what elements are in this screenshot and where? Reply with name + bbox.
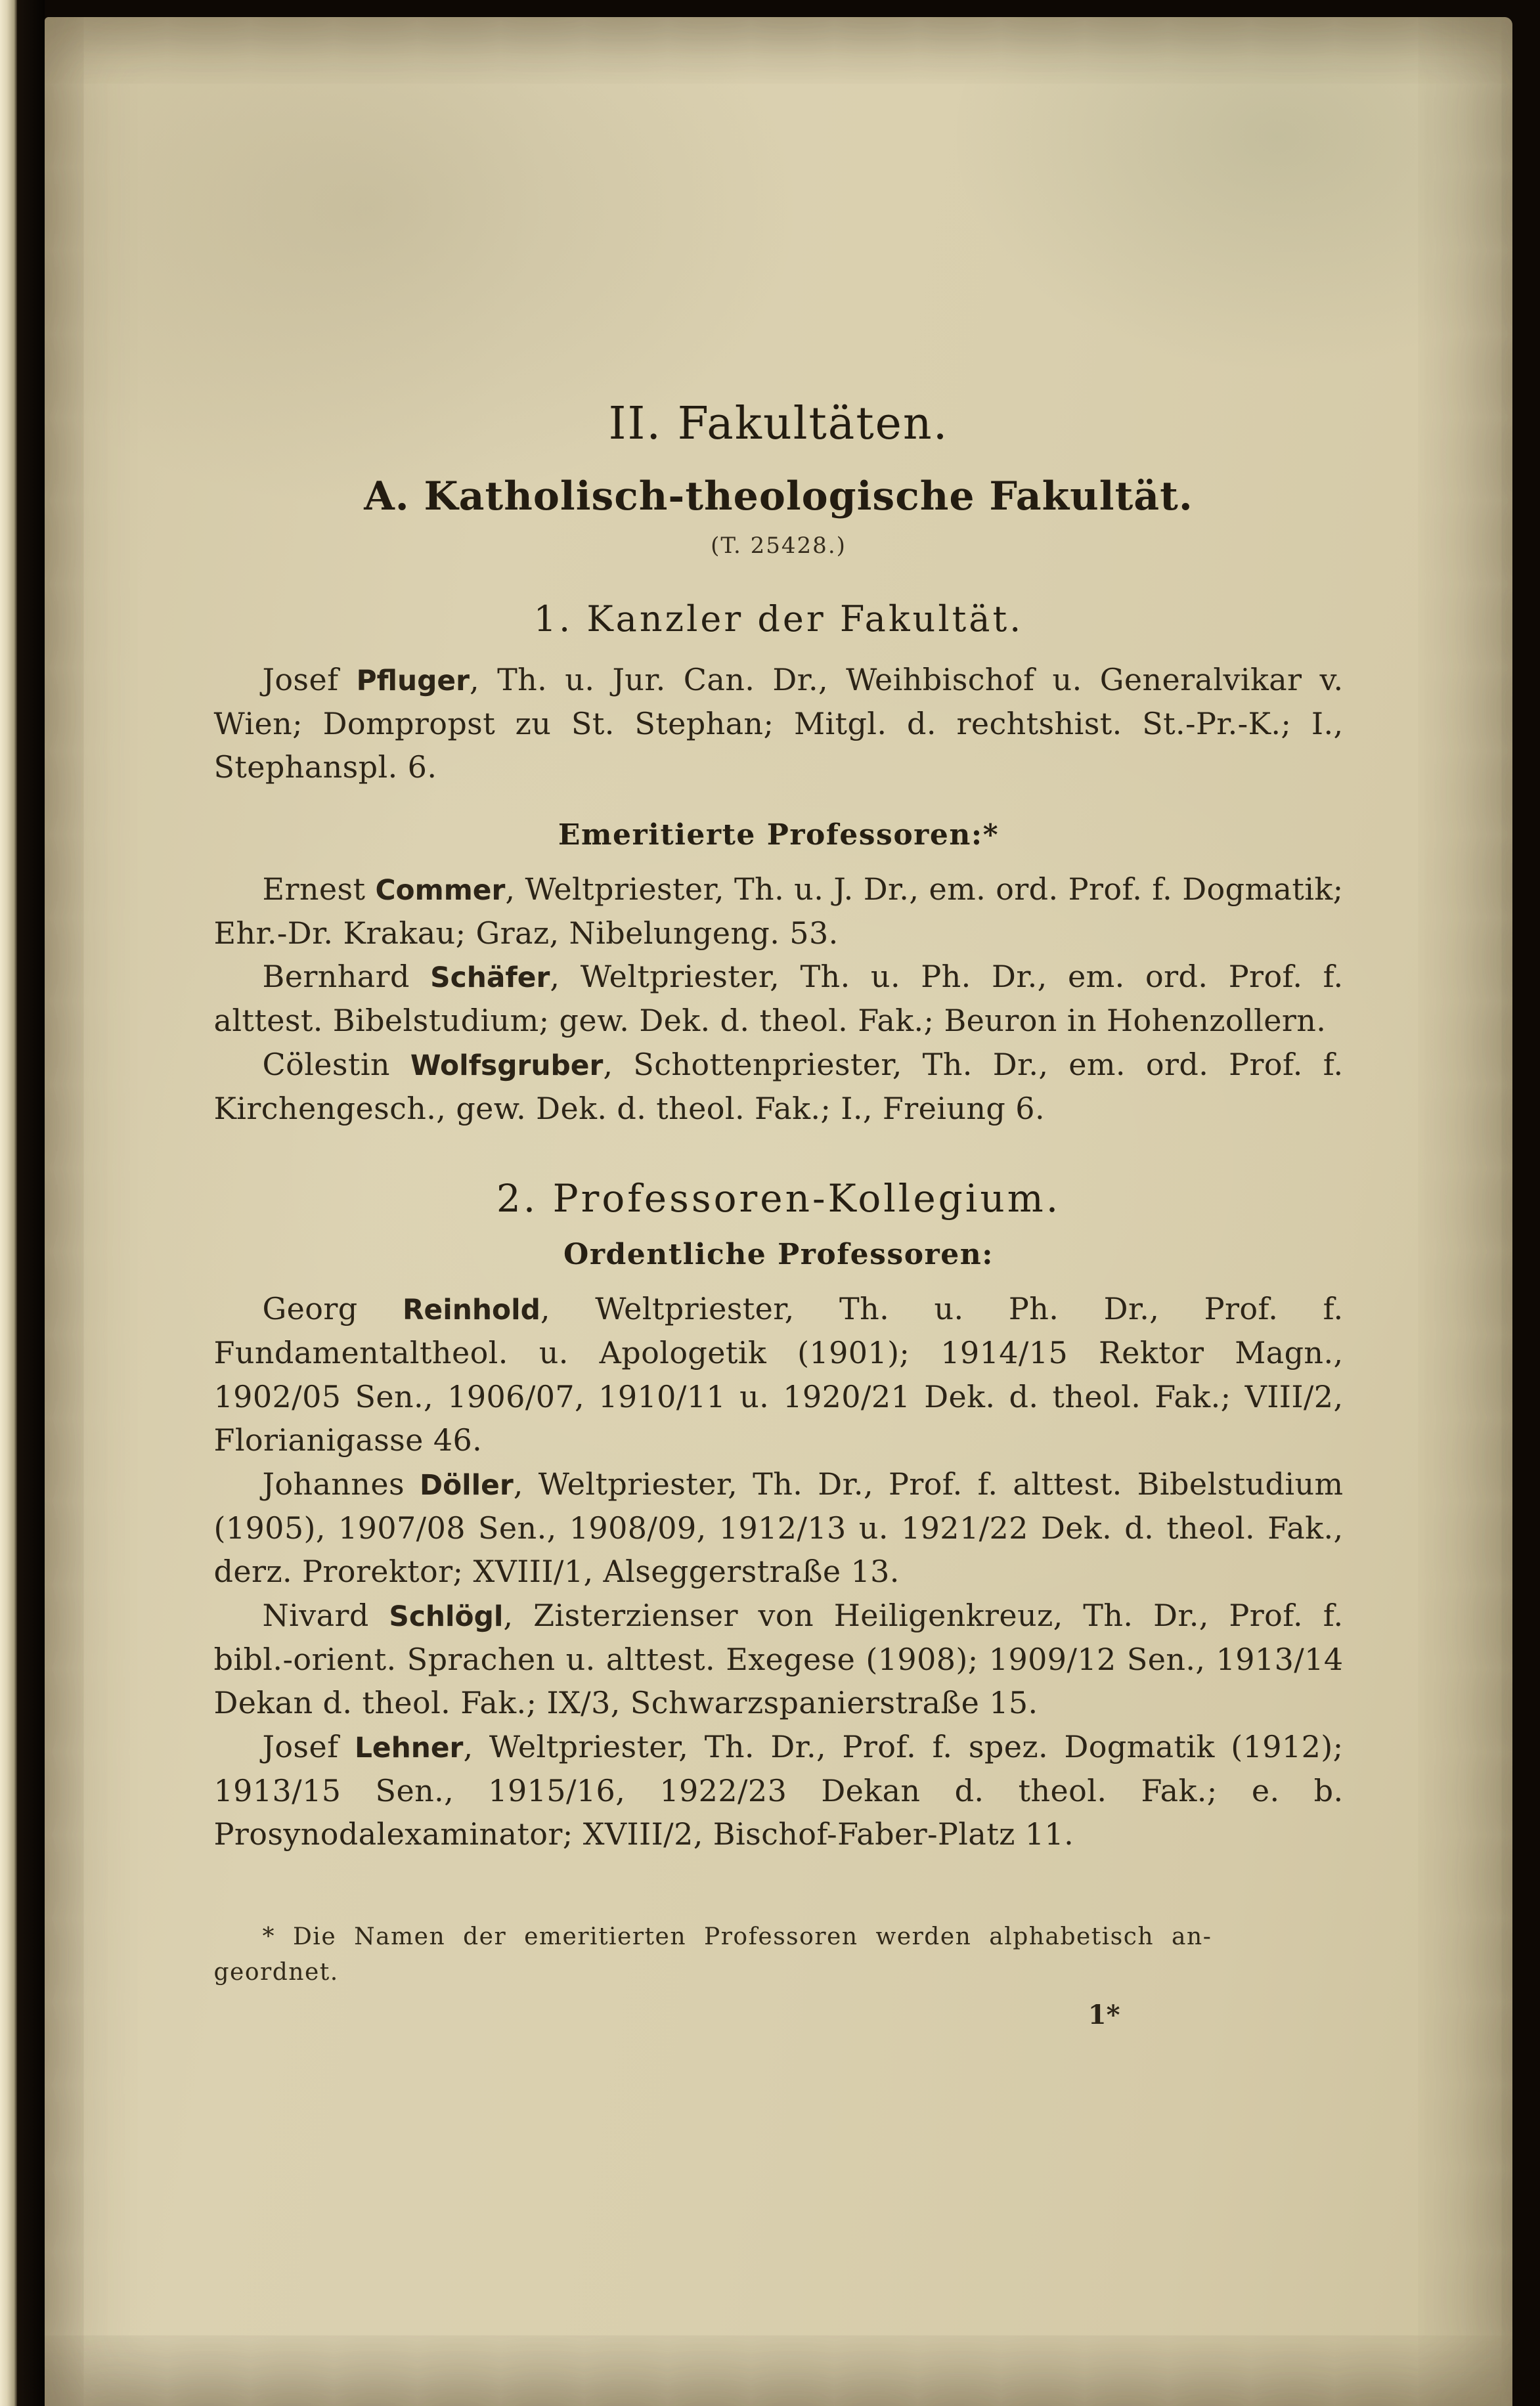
professor-details: , Weltpriester, Th. u. J. Dr., em. ord. Prof. f. Dogmatik; Ehr.-Dr. Krakau; Graz, Nibelungeng. 53.: [213, 871, 1344, 951]
page-content: [214, 17, 1344, 2030]
faculty-heading: A. Katholisch-theologische Fakultät.: [364, 473, 1193, 519]
professor-entry: [214, 1043, 1344, 1130]
binding-shadow: [17, 0, 45, 2406]
page-title: II. Fakultäten.: [608, 398, 949, 450]
professor-forename: Georg: [262, 1291, 403, 1327]
professor-forename: Nivard: [262, 1598, 389, 1633]
professor-details: , Zisterzienser von Heiligenkreuz, Th. Dr., Prof. f. bibl.-orient. Sprachen u. alttest. Exegese (1908); 1909/12 Sen., 1913/14 Dekan d. theol. Fak.; IX/3, Schwarzspanierstraße 15.: [213, 1598, 1344, 1721]
telephone-number: (T. 25428.): [711, 533, 847, 559]
footnote-line-2: geordnet.: [213, 1959, 339, 1986]
professor-surname: Reinhold: [402, 1294, 540, 1326]
professor-surname: Lehner: [354, 1732, 464, 1764]
book-page-edge: [0, 0, 17, 2406]
professor-forename: Johannes: [262, 1466, 420, 1502]
professor-forename: Josef: [262, 662, 357, 697]
ordentliche-heading: Ordentliche Professoren:: [563, 1238, 994, 1272]
professor-details: , Weltpriester, Th. u. Ph. Dr., Prof. f. Fundamentaltheol. u. Apologetik (1901); 1914/15 Rektor Magn., 1902/05 Sen., 1906/07, 1910/11 u. 1920/21 Dek. d. theol. Fak.; VIII/2, Florianigasse 46.: [213, 1291, 1344, 1458]
kanzler-heading: 1. Kanzler der Fakultät.: [533, 598, 1024, 640]
professor-forename: Josef: [262, 1729, 355, 1765]
footnote-line-1: * Die Namen der emeritierten Professoren werden alphabetisch an-: [262, 1923, 1212, 1951]
professor-entry: [214, 1725, 1344, 1856]
page-signature: 1*: [1088, 2000, 1120, 2031]
professor-entry: [214, 955, 1344, 1042]
kanzler-entry: [214, 658, 1344, 789]
scanned-book-page: [45, 17, 1512, 2406]
professor-entry: [214, 867, 1344, 955]
professor-entry: [214, 1287, 1344, 1462]
professor-entry: [214, 1462, 1344, 1594]
professor-surname: Pfluger: [356, 665, 470, 697]
professor-surname: Döller: [419, 1468, 514, 1501]
professor-forename: Bernhard: [262, 959, 431, 995]
professor-details: , Th. u. Jur. Can. Dr., Weihbischof u. Generalvikar v. Wien; Dompropst zu St. Stephan; Mitgl. d. rechtshist. St.-Pr.-K.; I., Stephanspl. 6.: [213, 662, 1344, 785]
professor-details: , Weltpriester, Th. Dr., Prof. f. alttest. Bibelstudium (1905), 1907/08 Sen., 1908/09, 1912/13 u. 1921/22 Dek. d. theol. Fak., derz. Prorektor; XVIII/1, Alseggerstraße 13.: [213, 1466, 1344, 1590]
professor-details: , Weltpriester, Th. u. Ph. Dr., em. ord. Prof. f. alttest. Bibelstudium; gew. Dek. d. theol. Fak.; Beuron in Hohenzollern.: [213, 959, 1344, 1039]
kollegium-heading: 2. Professoren-Kollegium.: [496, 1176, 1061, 1221]
professor-entry: [214, 1594, 1344, 1725]
professor-forename: Cölestin: [262, 1046, 410, 1082]
professor-details: , Weltpriester, Th. Dr., Prof. f. spez. Dogmatik (1912); 1913/15 Sen., 1915/16, 1922/23 Dekan d. theol. Fak.; e. b. Prosynodalexaminator; XVIII/2, Bischof-Faber-Platz 11.: [213, 1729, 1344, 1852]
professor-surname: Schäfer: [430, 961, 550, 994]
professor-details: , Schottenpriester, Th. Dr., em. ord. Prof. f. Kirchengesch., gew. Dek. d. theol. Fak.; I., Freiung 6.: [213, 1046, 1344, 1126]
professor-surname: Schlögl: [389, 1600, 504, 1632]
professor-surname: Wolfsgruber: [410, 1049, 604, 1082]
professor-forename: Ernest: [262, 871, 376, 908]
footnote: [214, 1919, 1344, 1990]
professor-surname: Commer: [375, 874, 506, 907]
emeriti-heading: Emeritierte Professoren:*: [558, 818, 1000, 852]
